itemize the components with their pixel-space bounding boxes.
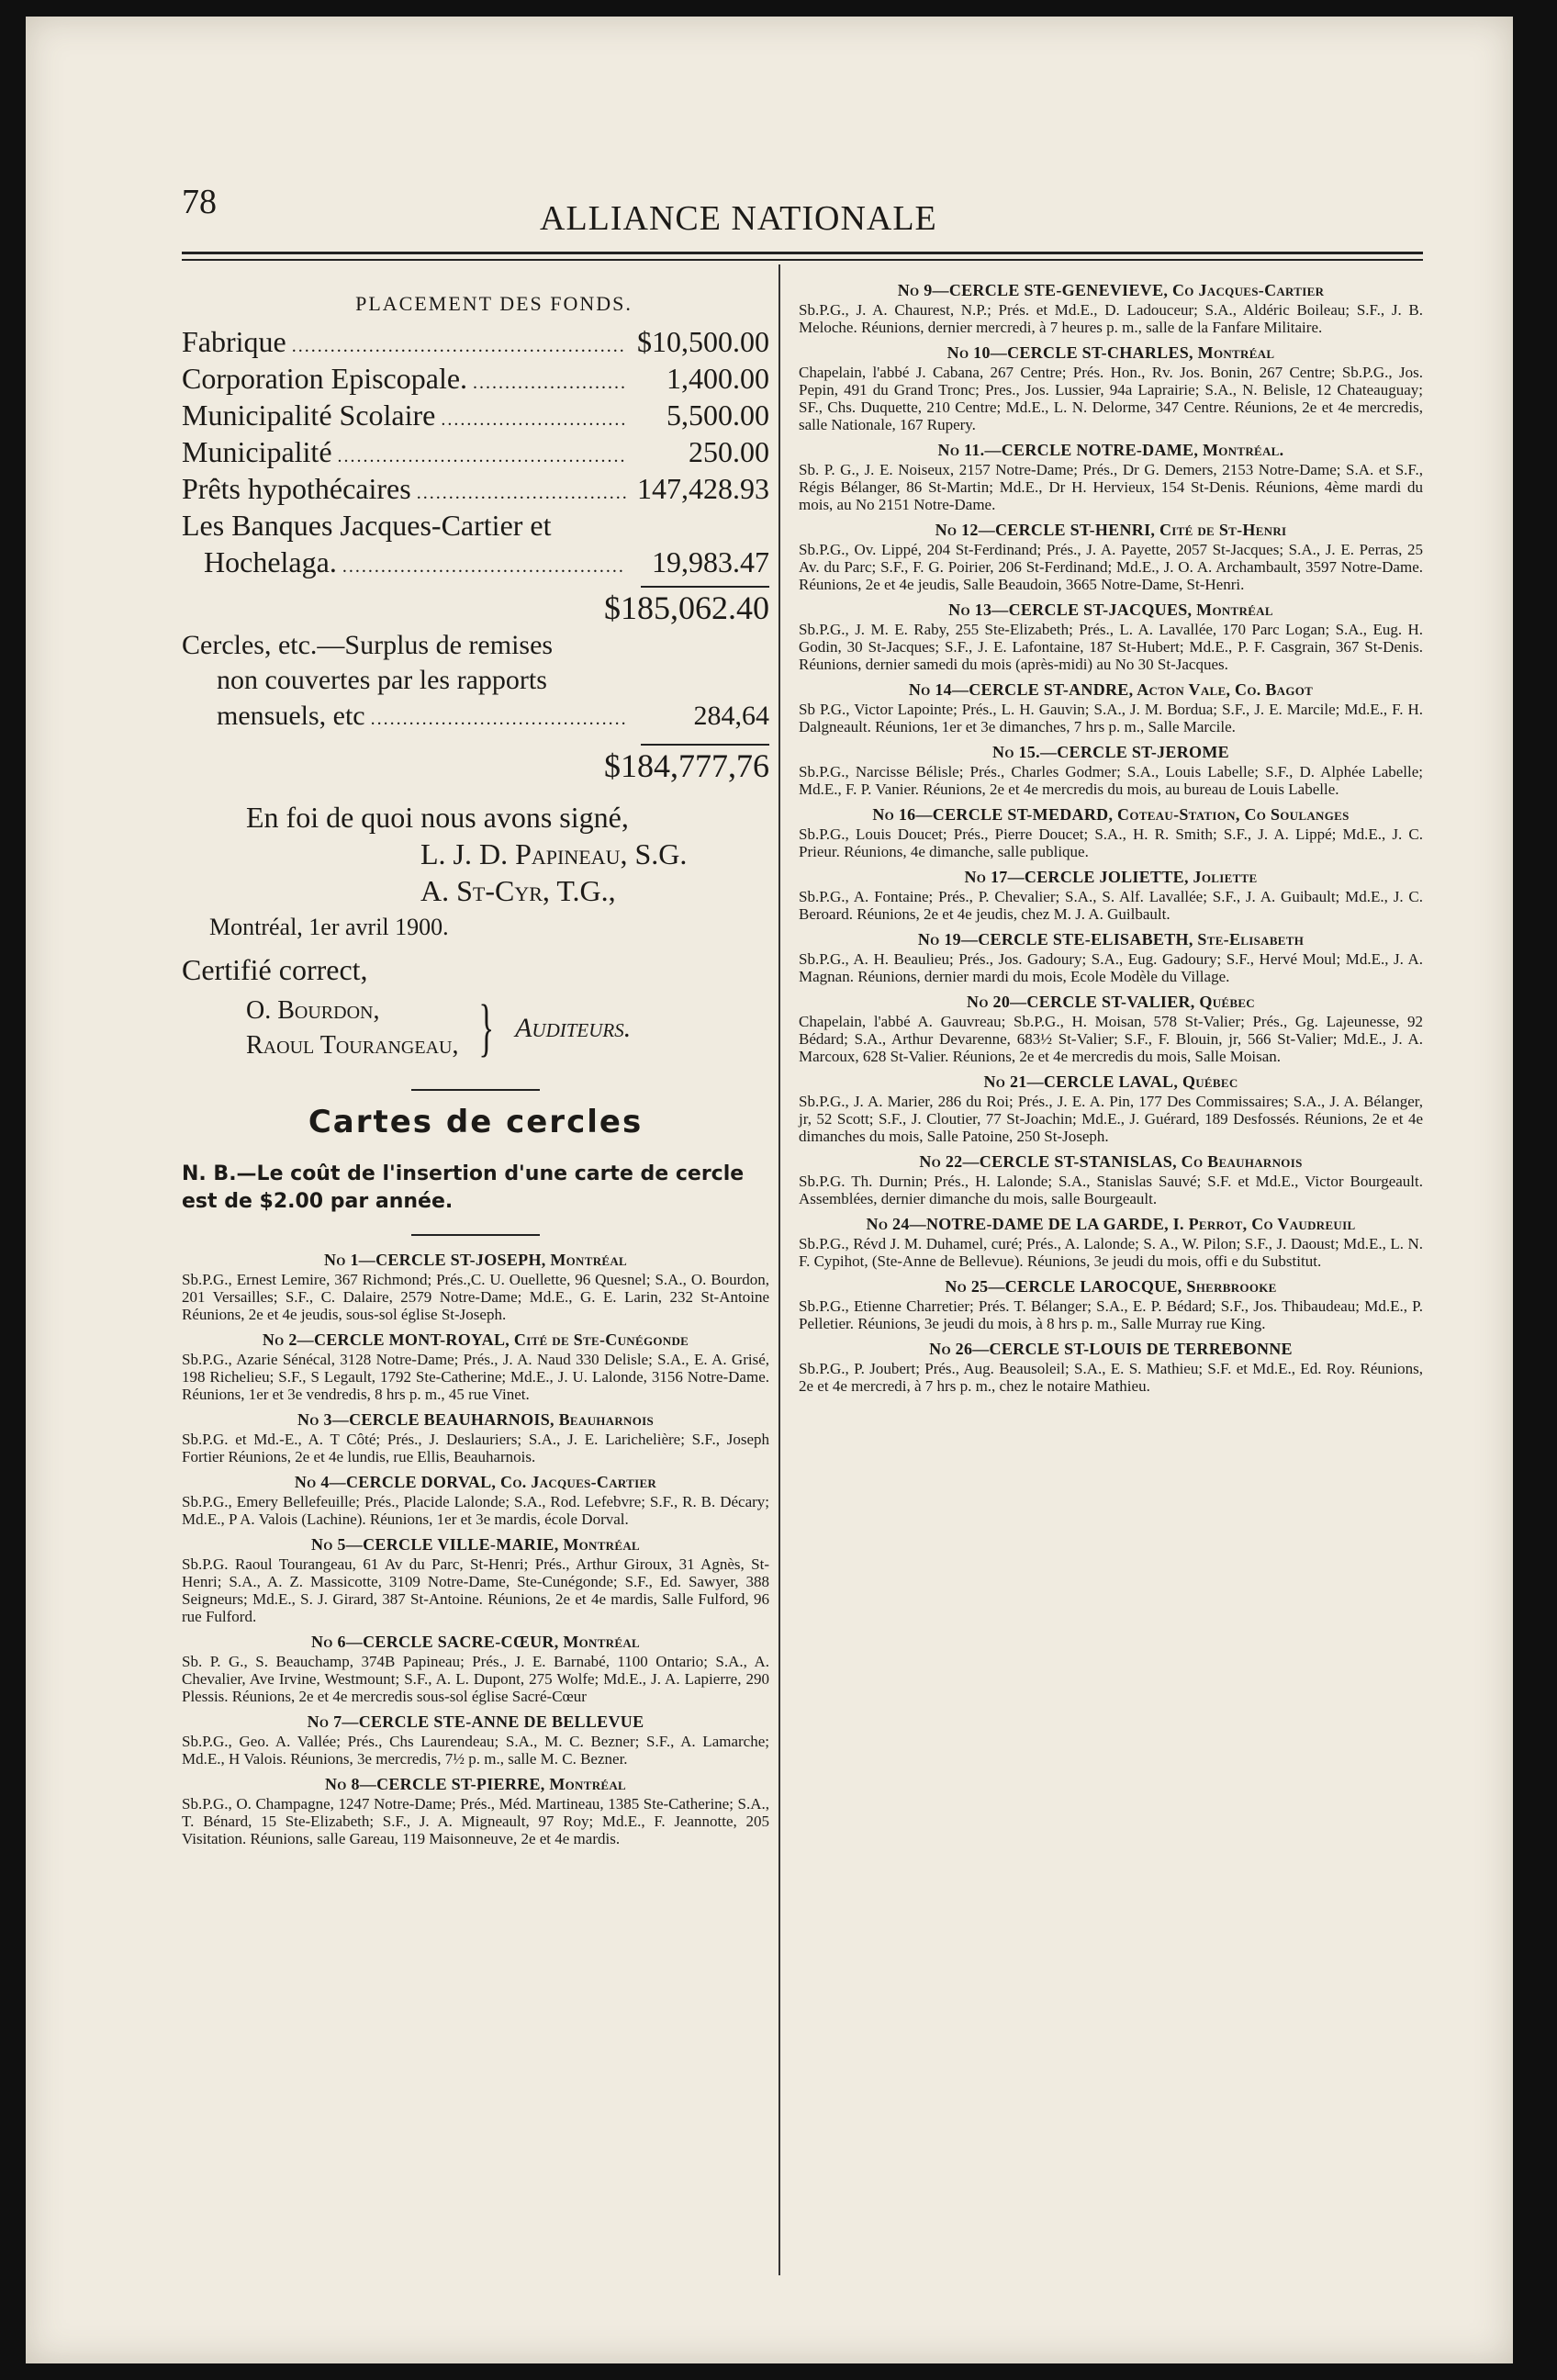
auditor-name: Raoul Tourangeau, <box>246 1031 459 1060</box>
cercle-entry <box>182 1773 769 1847</box>
leader-dots <box>342 548 626 585</box>
cercle-entry <box>799 1213 1423 1270</box>
scanned-page <box>26 17 1513 2363</box>
fund-row-hochelaga <box>182 544 769 580</box>
cercle-entry <box>799 679 1423 735</box>
cercle-title: No 11.—CERCLE NOTRE-DAME, Montréal. <box>937 441 1284 459</box>
nb-note: N. B.—Le coût de l'insertion d'une carte de cercle est de $2.00 par année. <box>182 1162 745 1213</box>
cercle-details: Sb.P.G., Ernest Lemire, 367 Richmond; Prés.,C. U. Ouellette, 96 Quesnel; S.A., O. Bourdon, 201 Versailles; S.F., C. Dalaire, 2579 Notre-Dame; Md.E., G. E. Larin, 232 St-Antoine Réunions, 2e et 4e jeudis, sous-sol église St-Joseph. <box>182 1271 769 1323</box>
cercle-title: No 19—CERCLE STE-ELISABETH, Ste-Elisabeth <box>917 930 1305 949</box>
fund-row <box>182 323 769 360</box>
cercle-details: Sb.P.G., A. Fontaine; Prés., P. Chevalier; S.A., S. Alf. Lavallée; S.F., J. A. Guibault; Md.E., J. C. Beroard. Réunions, 2e et 4e jeudis, chez M. J. A. Guilbault. <box>799 888 1423 923</box>
cercle-title: No 26—CERCLE ST-LOUIS DE TERREBONNE <box>929 1340 1293 1358</box>
cercle-title: No 12—CERCLE ST-HENRI, Cité de St-Henri <box>935 521 1287 539</box>
cercle-entry <box>799 991 1423 1065</box>
cercle-title: No 6—CERCLE SACRE-CŒUR, Montréal <box>310 1633 640 1651</box>
signature-papineau: L. J. D. Papineau, S.G. <box>420 837 688 870</box>
cercle-entry <box>182 1631 769 1705</box>
leader-dots <box>338 438 626 475</box>
cercle-title: No 21—CERCLE LAVAL, Québec <box>983 1072 1238 1091</box>
cercle-entry <box>799 866 1423 923</box>
cercle-details: Sb.P.G., Geo. A. Vallée; Prés., Chs Laurendeau; S.A., M. C. Bezner; S.F., A. Lamarche; Md.E., H Valois. Réunions, 3e mercredis, 7½ p. m., salle M. C. Bezner. <box>182 1733 769 1768</box>
fund-label: Les Banques Jacques-Cartier et <box>182 509 552 542</box>
leader-dots <box>417 475 626 511</box>
fund-row <box>182 360 769 397</box>
placement-title: PLACEMENT DES FONDS. <box>355 292 633 315</box>
fund-row <box>182 397 769 433</box>
cercle-title: No 1—CERCLE ST-JOSEPH, Montréal <box>323 1251 628 1269</box>
leader-dots <box>292 328 626 365</box>
header-rule-thin <box>182 259 1423 261</box>
en-foi-line: En foi de quoi nous avons signé, <box>246 801 629 834</box>
page-number: 78 <box>182 183 217 221</box>
cercle-title: No 8—CERCLE ST-PIERRE, Montréal <box>324 1775 627 1793</box>
cercle-list-left <box>182 1249 769 1847</box>
cercle-details: Sb.P.G., Narcisse Bélisle; Prés., Charles Godmer; S.A., Louis Labelle; S.F., D. Alphée Labelle; Md.E., F. P. Vanier. Réunions, 2e et 4e mercredis du mois, au bureau de Louis Labelle. <box>799 763 1423 798</box>
cercle-title: No 3—CERCLE BEAUHARNOIS, Beauharnois <box>297 1410 655 1429</box>
cercle-title: No 7—CERCLE STE-ANNE DE BELLEVUE <box>307 1712 644 1731</box>
cercle-details: Sb P.G., Victor Lapointe; Prés., L. H. Gauvin; S.A., J. M. Bordua; S.F., J. E. Marcile; Md.E., F. H. Dalgneault. Réunions, 1er et 3e dimanches, 7 hrs p. m., Salle Marcile. <box>799 701 1423 735</box>
certifie-line: Certifié correct, <box>182 953 368 986</box>
cercle-title: No 25—CERCLE LAROCQUE, Sherbrooke <box>945 1277 1277 1296</box>
fund-amount: 1,400.00 <box>666 362 769 395</box>
cercle-title: No 10—CERCLE ST-CHARLES, Montréal <box>947 343 1275 362</box>
cercle-entry <box>799 519 1423 593</box>
fund-row <box>182 507 769 544</box>
fund-label: Prêts hypothécaires <box>182 472 411 505</box>
auditor-name: O. Bourdon, <box>246 996 380 1025</box>
cercle-entry <box>799 279 1423 336</box>
cercle-details: Sb.P.G., Etienne Charretier; Prés. T. Bélanger; S.A., E. P. Bédard; S.F., Jos. Thibaudeau; Md.E., P. Pelletier. Réunions, 3e jeudi du mois, à 8 hrs p. m., Salle Murray rue King. <box>799 1297 1423 1332</box>
cercle-entry <box>799 928 1423 985</box>
cercle-entry <box>182 1409 769 1465</box>
cercle-details: Chapelain, l'abbé A. Gauvreau; Sb.P.G., H. Moisan, 578 St-Valier; Prés., Gg. Lajeunesse, 92 Bédard; S.A., Arthur Devarenne, 683½ St-Valier; S.F., F. Blouin, jr, 566 St-Valier; Md.E., J. A. Marcoux, 628 St-Valier. Réunions, 2e et 4e mercredis du mois, Salle Moisan. <box>799 1013 1423 1065</box>
cercle-details: Sb.P.G., P. Joubert; Prés., Aug. Beausoleil; S.A., E. S. Mathieu; S.F. et Md.E., Ed. Roy. Réunions, 2e et 4e mercredi, à 7 hrs p. m., chez le notaire Mathieu. <box>799 1360 1423 1395</box>
fund-label: Municipalité Scolaire <box>182 399 436 432</box>
remises-amount: 284,64 <box>693 701 769 731</box>
cercle-title: No 4—CERCLE DORVAL, Co. Jacques-Cartier <box>294 1473 657 1491</box>
date-line: Montréal, 1er avril 1900. <box>209 914 449 940</box>
cercle-list-right <box>799 279 1423 1395</box>
fund-row <box>182 433 769 470</box>
running-title: ALLIANCE NATIONALE <box>540 199 937 238</box>
cercle-title: No 5—CERCLE VILLE-MARIE, Montréal <box>311 1535 640 1554</box>
cercle-details: Sb. P. G., S. Beauchamp, 374B Papineau; Prés., J. E. Barnabé, 1100 Ontario; S.A., A. Chevalier, Ave Irvine, Westmount; S.F., A. L. Dupont, 275 Wolfe; Md.E., J. A. Lapierre, 290 Plessis. Réunions, 2e et 4e mercredis sous-sol église Sacré-Cœur <box>182 1653 769 1705</box>
cercle-title: No 2—CERCLE MONT-ROYAL, Cité de Ste-Cunégonde <box>262 1330 689 1349</box>
cercle-details: Sb.P.G., J. A. Chaurest, N.P.; Prés. et Md.E., D. Ladouceur; S.A., Aldéric Boileau; S.F., J. B. Meloche. Réunions, dernier mercredi, à 7 heures p. m., salle de la Fanfare Militaire. <box>799 301 1423 336</box>
auditor-names <box>246 994 458 1063</box>
cercle-entry <box>182 1711 769 1768</box>
cercle-entry <box>799 439 1423 513</box>
fund-amount: 19,983.47 <box>652 545 769 578</box>
cercle-title: No 15.—CERCLE ST-JEROME <box>992 743 1229 761</box>
cercle-details: Sb.P.G., Révd J. M. Duhamel, curé; Prés., A. Lalonde; S. A., W. Pilon; S.F., J. Daoust; Md.E., L. N. F. Cypihot, (Ste-Anne de Bellevue). Réunions, 3e jeudi du mois, offi e du Substitut. <box>799 1235 1423 1270</box>
leader-dots <box>441 401 626 438</box>
remises-line: Cercles, etc.—Surplus de remises <box>182 630 554 660</box>
cercle-entry <box>799 741 1423 798</box>
cercle-entry <box>182 1533 769 1625</box>
subtotal: $185,062.40 <box>604 589 769 626</box>
grand-total: $184,777,76 <box>604 747 769 784</box>
auditors-label: Auditeurs. <box>515 1013 632 1043</box>
divider-rule <box>411 1089 540 1091</box>
remises-block <box>182 628 769 735</box>
fund-amount: 5,500.00 <box>666 399 769 432</box>
fund-label: Corporation Episcopale. <box>182 362 468 395</box>
cercle-details: Sb. P. G., J. E. Noiseux, 2157 Notre-Dame; Prés., Dr G. Demers, 2153 Notre-Dame; S.A. et S.F., Régis Bélanger, 86 St-Martin; Md.E., Dr H. Hervieux, 154 St-Denis. Réunions, 4ème mardi du mois, au No 2151 Notre-Dame. <box>799 461 1423 513</box>
fund-amount: 250.00 <box>689 435 769 468</box>
cercle-title: No 22—CERCLE ST-STANISLAS, Co Beauharnois <box>919 1152 1303 1171</box>
cercle-details: Sb.P.G., Louis Doucet; Prés., Pierre Doucet; S.A., H. R. Smith; S.F., J. A. Lippé; Md.E., J. C. Prieur. Réunions, 4e dimanche, salle publique. <box>799 825 1423 860</box>
cercle-entry <box>182 1249 769 1323</box>
brace-symbol: } <box>478 993 495 1063</box>
cercle-details: Sb.P.G., A. H. Beaulieu; Prés., Jos. Gadoury; S.A., Eug. Gadoury; S.F., Hervé Moul; Md.E., J. A. Magnan. Réunions, dernier mardi du mois, Ecole Modèle du Village. <box>799 950 1423 985</box>
cercle-title: No 17—CERCLE JOLIETTE, Joliette <box>964 868 1258 886</box>
left-column <box>182 279 769 1853</box>
cercle-entry <box>799 1151 1423 1207</box>
cercle-title: No 24—NOTRE-DAME DE LA GARDE, I. Perrot, Co Vaudreuil <box>866 1215 1356 1233</box>
cercle-entry <box>799 1338 1423 1395</box>
cercle-entry <box>799 342 1423 433</box>
cercle-title: No 14—CERCLE ST-ANDRE, Acton Vale, Co. Bagot <box>908 680 1314 699</box>
cercle-details: Chapelain, l'abbé J. Cabana, 267 Centre; Prés. Hon., Rv. Jos. Bonin, 267 Centre; Sb.P.G., Jos. Pepin, 491 du Grand Tronc; Pres., Jos. Lussier, 94a Laprairie; S.A., N. Belisle, 12 Chateauguay; SF., Chs. Duquette, 210 Centre; Md.E., L. N. Delorme, 347 Centre. Réunions, 2e et 4e mercredis, salle Nationale, 167 Rupery. <box>799 364 1423 433</box>
divider-rule <box>411 1234 540 1236</box>
cercle-details: Sb.P.G., Azarie Sénécal, 3128 Notre-Dame; Prés., J. A. Naud 330 Delisle; S.A., E. A. Grisé, 198 Richelieu; S.F., S Legault, 1792 Ste-Catherine; Md.E., J. U. Lalonde, 3156 Notre-Dame. Réunions, 1er et 3e vendredis, 8 hrs p. m., 45 rue Vinet. <box>182 1351 769 1403</box>
cercle-details: Sb.P.G., Emery Bellefeuille; Prés., Placide Lalonde; S.A., Rod. Lefebvre; S.F., R. B. Décary; Md.E., P A. Valois (Lachine). Réunions, 1er et 3e mardis, école Dorval. <box>182 1493 769 1528</box>
cercle-details: Sb.P.G. et Md.-E., A. T Côté; Prés., J. Deslauriers; S.A., J. E. Larichelière; S.F., Joseph Fortier Réunions, 2e et 4e lundis, rue Ellis, Beauharnois. <box>182 1431 769 1465</box>
remises-row <box>182 698 769 735</box>
cercle-entry <box>182 1329 769 1403</box>
cercle-entry <box>799 1275 1423 1332</box>
leader-dots <box>473 365 626 401</box>
fund-row <box>182 470 769 507</box>
cercle-details: Sb.P.G., J. M. E. Raby, 255 Ste-Elizabeth; Prés., L. A. Lavallée, 170 Parc Logan; S.A., Eug. H. Godin, 30 St-Jacques; S.F., J. E. Lafontaine, 187 St-Hubert; Md.E., P. F. Casgrain, 367 St-Denis. Réunions, dernier samedi du mois (après-midi) au No 30 St-Jacques. <box>799 621 1423 673</box>
cercle-title: No 9—CERCLE STE-GENEVIEVE, Co Jacques-Cartier <box>897 281 1325 299</box>
cercle-entry <box>799 1071 1423 1145</box>
fund-amount: 147,428.93 <box>637 472 769 505</box>
fund-label: Hochelaga. <box>204 545 337 578</box>
right-column <box>799 279 1423 1400</box>
remises-line: mensuels, etc <box>217 701 365 731</box>
remises-line: non couvertes par les rapports <box>217 665 547 695</box>
cercle-entry <box>799 599 1423 673</box>
column-separator <box>778 264 780 2275</box>
signature-st-cyr: A. St-Cyr, T.G., <box>420 874 616 907</box>
cercle-details: Sb.P.G., Ov. Lippé, 204 St-Ferdinand; Prés., J. A. Payette, 2057 St-Jacques; S.A., J. E. Perras, 25 Av. du Parc; S.F., F. G. Poirier, 206 St-Ferdinand; Md.E., J. O. A. Archambault, 3597 Notre-Dame. Réunions, 2e et 4e jeudis, Salle Beaudoin, 3665 Notre-Dame, St-Henri. <box>799 541 1423 593</box>
header-rule <box>182 252 1423 254</box>
auditors-block <box>182 994 769 1063</box>
cercle-details: Sb.P.G., J. A. Marier, 286 du Roi; Prés., J. E. A. Pin, 177 Des Commissaires; S.A., J. A. Bélanger, jr, 52 Scott; S.F., J. Cloutier, 77 St-Joachin; Md.E., J. Guérard, 189 Desfossés. Réunions, 2e et 4e dimanches du mois, Salle Patoine, 250 St-Joseph. <box>799 1093 1423 1145</box>
fund-amount: $10,500.00 <box>637 325 769 358</box>
cercle-details: Sb.P.G. Raoul Tourangeau, 61 Av du Parc, St-Henri; Prés., Arthur Giroux, 31 Agnès, St-Henri; S.A., A. Z. Massicotte, 3109 Notre-Dame, Ste-Cunégonde; S.F., Ed. Sawyer, 388 Seigneurs; Md.E., S. J. Girard, 387 St-Antoine. Réunions, 2e et 4e mardis, Salle Fulford, 96 rue Fulford. <box>182 1555 769 1625</box>
cercle-title: No 13—CERCLE ST-JACQUES, Montréal <box>948 601 1273 619</box>
cercle-details: Sb.P.G. Th. Durnin; Prés., H. Lalonde; S.A., Stanislas Sauvé; S.F. et Md.E., Victor Bourgeault. Assemblées, dernier dimanche du mois, salle Bourgeault. <box>799 1173 1423 1207</box>
cercle-title: No 20—CERCLE ST-VALIER, Québec <box>967 993 1255 1011</box>
cercle-entry <box>182 1471 769 1528</box>
fund-label: Fabrique <box>182 325 286 358</box>
leader-dots <box>371 701 626 737</box>
cercle-details: Sb.P.G., O. Champagne, 1247 Notre-Dame; Prés., Méd. Martineau, 1385 Ste-Catherine; S.A., T. Bénard, 15 Ste-Elizabeth; S.F., J. A. Migneault, 97 Roy; Md.E., F. Jeannotte, 205 Visitation. Réunions, salle Gareau, 119 Maisonneuve, 2e et 4e mardis. <box>182 1795 769 1847</box>
cercle-title: No 16—CERCLE ST-MEDARD, Coteau-Station, Co Soulanges <box>872 805 1350 824</box>
cartes-heading: Cartes de cercles <box>308 1104 644 1140</box>
fund-label: Municipalité <box>182 435 332 468</box>
cercle-entry <box>799 803 1423 860</box>
